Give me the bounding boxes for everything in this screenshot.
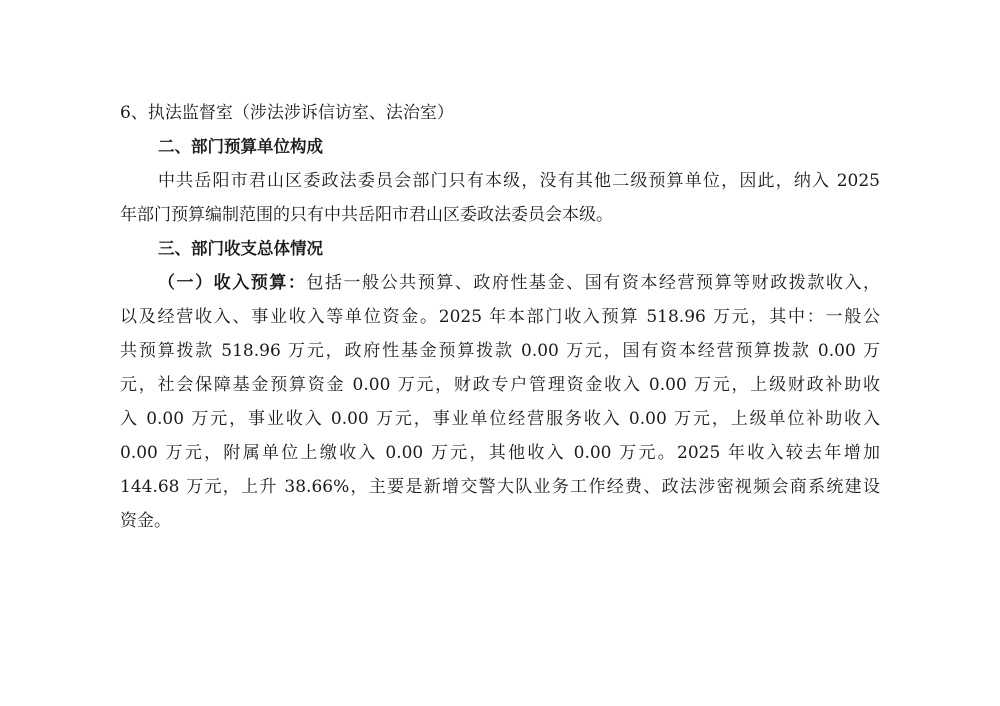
income-budget-line-6: 0.00 万元，附属单位上缴收入 0.00 万元，其他收入 0.00 万元。2025 年收入较去年增加 bbox=[120, 443, 880, 463]
section-2-line-2: 年部门预算编制范围的只有中共岳阳市君山区委政法委员会本级。 bbox=[120, 205, 613, 225]
income-budget-line-4: 元，社会保障基金预算资金 0.00 万元，财政专户管理资金收入 0.00 万元，上级财政补助收 bbox=[120, 375, 880, 395]
income-budget-text: 包括一般公共预算、政府性基金、国有资本经营预算等财政拨款收入， bbox=[306, 273, 880, 293]
section-3-heading: 三、部门收支总体情况 bbox=[158, 239, 323, 258]
income-budget-line-8: 资金。 bbox=[120, 511, 171, 531]
income-budget-line-7: 144.68 万元，上升 38.66%，主要是新增交警大队业务工作经费、政法涉密视频会商系统建设 bbox=[120, 477, 880, 497]
income-budget-line-5: 入 0.00 万元，事业收入 0.00 万元，事业单位经营服务收入 0.00 万元，上级单位补助收入 bbox=[120, 409, 880, 429]
income-budget-line-3: 共预算拨款 518.96 万元，政府性基金预算拨款 0.00 万元，国有资本经营预算拨款 0.00 万 bbox=[120, 341, 880, 361]
income-budget-line-2: 以及经营收入、事业收入等单位资金。2025 年本部门收入预算 518.96 万元，其中：一般公 bbox=[120, 307, 880, 327]
income-budget-line-1 bbox=[120, 266, 880, 300]
section-2-heading: 二、部门预算单位构成 bbox=[158, 137, 323, 156]
section-2-line-1: 中共岳阳市君山区委政法委员会部门只有本级，没有其他二级预算单位，因此，纳入 2025 bbox=[158, 171, 880, 191]
income-budget-label: （一）收入预算： bbox=[158, 273, 307, 293]
document-page bbox=[120, 96, 880, 538]
item-6-text: 6、执法监督室（涉法涉诉信访室、法治室） bbox=[120, 103, 454, 123]
